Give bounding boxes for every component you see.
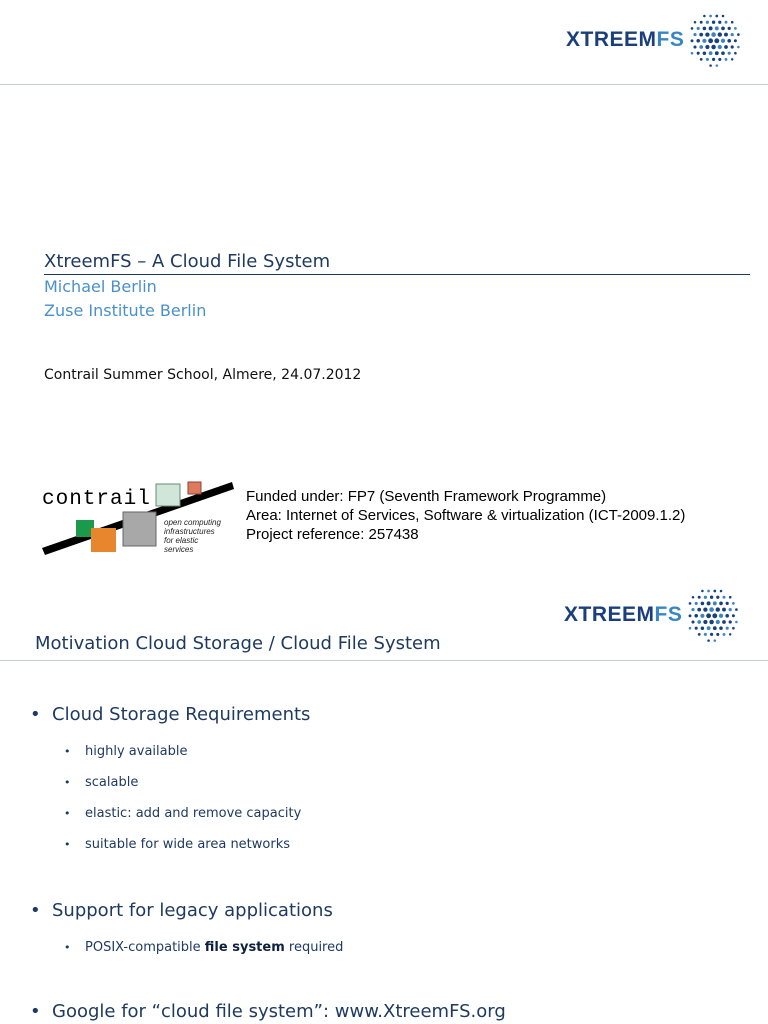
presentation-title: XtreemFS – A Cloud File System (44, 250, 750, 275)
globe-dot (706, 21, 709, 24)
globe-dot (728, 52, 731, 55)
globe-dot (734, 27, 737, 30)
globe-dot (704, 607, 708, 611)
globe-dot (722, 15, 725, 18)
globe-dot (709, 51, 713, 55)
globe-dot (717, 633, 720, 636)
globe-dot (728, 39, 732, 43)
xtreemfs-logo (566, 12, 746, 68)
event-info: Contrail Summer School, Almere, 24.07.2012 (44, 367, 362, 383)
globe-dot (723, 633, 726, 636)
title-divider (0, 660, 768, 661)
globe-dot (722, 608, 726, 612)
logo-text-xtreem: XTREEM (566, 28, 657, 51)
globe-dot (720, 590, 723, 593)
globe-dot (726, 627, 729, 630)
globe-dot (718, 45, 722, 49)
globe-dot (734, 39, 737, 42)
globe-dot (712, 21, 715, 24)
sub-bullet-text-post: required (284, 940, 344, 955)
sub-bullet-text-pre: POSIX-compatible (85, 940, 205, 955)
globe-dot (737, 46, 740, 49)
globe-dot (695, 602, 698, 605)
globe-dot (710, 596, 713, 599)
globe-dot (708, 639, 711, 642)
globe-dot (692, 596, 695, 599)
globe-dot (709, 26, 713, 30)
globe-dots-icon (686, 12, 746, 68)
globe-dot (697, 52, 700, 55)
globe-dot (729, 620, 732, 623)
globe-dot (694, 21, 697, 24)
globe-dots-icon (684, 587, 744, 643)
bullet-item (30, 704, 310, 725)
globe-dot (715, 38, 720, 43)
globe-dot (691, 27, 694, 30)
globe-dot (716, 64, 719, 67)
sub-bullet-text: suitable for wide area networks (85, 837, 291, 852)
logo-text-fs: FS (654, 603, 683, 626)
globe-dot (707, 626, 711, 630)
globe-dot (691, 39, 694, 42)
globe-dot (706, 58, 709, 61)
globe-dot (698, 608, 702, 612)
globe-dot (731, 33, 734, 36)
globe-dot (724, 45, 728, 49)
bullet-item (30, 900, 333, 921)
globe-dot (732, 614, 735, 617)
globe-dot (704, 633, 707, 636)
globe-dot (713, 601, 717, 605)
globe-dot (703, 15, 706, 18)
globe-dot (694, 33, 697, 36)
xtreemfs-logo (564, 587, 744, 643)
globe-dot (719, 21, 722, 24)
globe-dot (710, 607, 715, 612)
globe-dot (692, 608, 695, 611)
globe-dot (700, 21, 703, 24)
globe-dot (712, 45, 716, 49)
globe-dot (719, 614, 723, 618)
globe-dot (731, 58, 733, 60)
globe-dot (698, 620, 702, 624)
globe-dot (710, 620, 714, 624)
globe-dot (721, 39, 725, 43)
sub-bullet-item: • elastic: add and remove capacity (64, 806, 302, 821)
globe-dot (710, 15, 713, 18)
globe-dot (708, 590, 711, 593)
globe-dot (701, 590, 704, 593)
bullet-item (30, 1001, 506, 1022)
institute-name: Zuse Institute Berlin (44, 301, 207, 320)
globe-dot (732, 602, 735, 605)
globe-dot (722, 27, 726, 31)
globe-dot (713, 626, 717, 630)
globe-dot (694, 45, 697, 48)
globe-dot (703, 51, 707, 55)
globe-dot (716, 620, 720, 624)
header-divider (0, 84, 768, 85)
contrail-tagline: open computing infrastructures for elastic services (164, 518, 221, 554)
globe-dot (689, 614, 692, 617)
sub-bullet-text-bold: file system (204, 940, 285, 955)
globe-dot (729, 633, 731, 635)
globe-dot (719, 58, 722, 61)
globe-dot (731, 45, 734, 48)
globe-dot (710, 64, 713, 67)
bullet-dot: • (30, 704, 41, 725)
globe-dot (707, 613, 712, 618)
globe-dot (716, 607, 720, 611)
globe-dot (731, 21, 734, 24)
globe-dot (695, 614, 699, 618)
globe-dot (737, 33, 740, 36)
globe-dot (701, 602, 705, 606)
globe-dot (703, 27, 707, 31)
globe-dot (722, 620, 726, 624)
bullet-dot: • (30, 900, 41, 921)
globe-dot (717, 596, 720, 599)
sub-bullet-item: • scalable (64, 775, 139, 790)
globe-dot (701, 614, 705, 618)
author-name: Michael Berlin (44, 277, 157, 296)
globe-dot (700, 45, 704, 49)
globe-dot (700, 58, 703, 61)
globe-dot (704, 596, 707, 599)
contrail-wordmark: contrail (42, 488, 151, 511)
sub-bullet-text: highly available (85, 744, 188, 759)
globe-dot (718, 32, 722, 36)
globe-dot (698, 633, 701, 636)
sub-bullet-item: • POSIX-compatible file system required (64, 940, 344, 955)
globe-dot (715, 26, 719, 30)
bullet-text: Support for legacy applications (52, 900, 333, 921)
globe-dot (710, 633, 713, 636)
globe-dot (689, 627, 692, 630)
globe-dot (701, 626, 705, 630)
globe-dot (726, 602, 729, 605)
bullet-text: Google for “cloud file system”: www.XtreemFS.org (52, 1001, 506, 1022)
globe-dot (726, 614, 730, 618)
bullet-dot: • (30, 1001, 41, 1022)
globe-dot (725, 21, 728, 24)
globe-dot (714, 639, 717, 642)
sub-bullet-item: • suitable for wide area networks (64, 837, 291, 852)
globe-dot (709, 38, 714, 43)
globe-dot (689, 602, 692, 605)
motivation-slide (0, 578, 768, 1024)
globe-dot (728, 27, 731, 30)
globe-dot (720, 602, 724, 606)
globe-dot (735, 621, 738, 624)
globe-dot (720, 626, 724, 630)
globe-dot (732, 627, 735, 630)
sub-bullet-text: elastic: add and remove capacity (85, 806, 302, 821)
globe-dot (722, 51, 726, 55)
globe-dot (715, 51, 719, 55)
globe-dot (704, 620, 708, 624)
globe-dot (707, 601, 711, 605)
globe-dot (703, 39, 707, 43)
funding-line: Project reference: 257438 (246, 526, 419, 543)
globe-dot (706, 45, 710, 49)
globe-dot (691, 52, 694, 55)
globe-dot (695, 627, 698, 630)
globe-dot (713, 613, 718, 618)
sub-bullet-item: • highly available (64, 744, 188, 759)
globe-dot (698, 596, 701, 599)
globe-dot (725, 58, 728, 61)
funding-line: Area: Internet of Services, Software & virtualization (ICT-2009.1.2) (246, 507, 686, 524)
globe-dot (716, 15, 719, 18)
globe-dot (729, 596, 732, 599)
globe-dot (697, 27, 700, 30)
globe-dot (712, 32, 717, 37)
sub-bullet-text: scalable (85, 775, 139, 790)
slide-title: Motivation Cloud Storage / Cloud File System (35, 633, 441, 654)
globe-dot (729, 608, 732, 611)
globe-dot (724, 33, 728, 37)
globe-dot (723, 596, 726, 599)
globe-dot (700, 33, 704, 37)
globe-dot (735, 608, 738, 611)
funding-line: Funded under: FP7 (Seventh Framework Programme) (246, 488, 607, 505)
logo-text-xtreem: XTREEM (564, 603, 655, 626)
logo-text-fs: FS (656, 28, 685, 51)
globe-dot (706, 32, 710, 36)
bullet-text: Cloud Storage Requirements (52, 704, 311, 725)
funding-info (246, 487, 685, 544)
globe-dot (712, 58, 715, 61)
contrail-logo (40, 476, 235, 566)
globe-dot (714, 590, 717, 593)
globe-dot (692, 620, 695, 623)
globe-dot (734, 52, 737, 55)
globe-dot (697, 39, 701, 43)
